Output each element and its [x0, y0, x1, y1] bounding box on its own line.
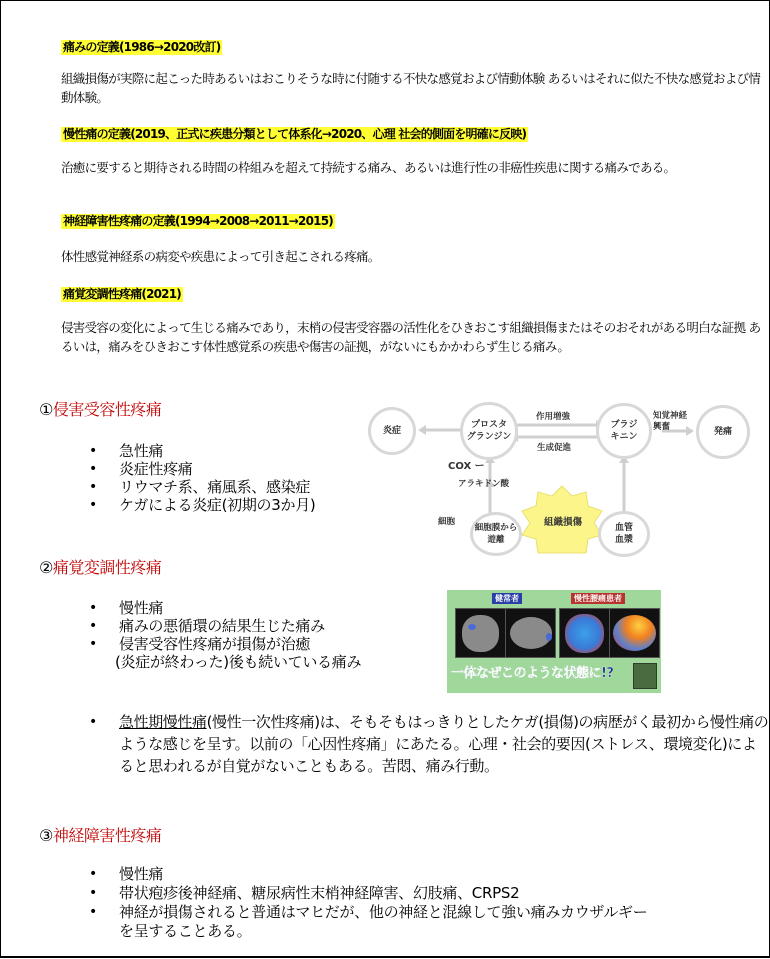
term-acute-chronic-pain: 急性期慢性痛: [119, 713, 207, 731]
definition-body-pain: 組織損傷が実際に起こった時あるいはおこりそうな時に付随する不快な感覚および情動体験 あるいはそれに似た不快な感覚および情動体験。: [61, 71, 761, 105]
node-bradykinin: ブラジ キニン: [596, 403, 652, 459]
tag-chronic-lbp: 慢性腰痛患者: [571, 593, 625, 604]
pain-mechanism-diagram: [366, 399, 761, 554]
node-vessel: 血管 血漿: [598, 511, 650, 557]
list-item: • 神経が損傷されると普通はマヒだが、他の神経と混線して強い痛みカウザルギー: [89, 903, 647, 922]
section-title-neuropathic: [39, 823, 161, 846]
definition-heading-chronic-pain: 慢性痛の定義(2019、正式に疾患分類として体系化→2020、心理 社会的側面を明確に反映): [63, 127, 527, 141]
list-item: • 炎症性疼痛: [89, 460, 315, 478]
brain-image-caption: 一体なぜこのような状態に!?: [451, 666, 614, 681]
nociplastic-list: [89, 599, 361, 671]
node-cell-release: 細胞膜から遊離: [470, 512, 522, 556]
definition-body-neuropathic-pain: 体性感覚神経系の病変や疾患によって引き起こされる疼痛。: [61, 249, 380, 264]
label-arachidonic-acid: アラキドン酸: [458, 479, 510, 489]
neuropathic-list: [89, 865, 647, 941]
tag-healthy: 健常者: [492, 593, 522, 604]
node-tissue-damage: 組織損傷: [544, 517, 583, 528]
definition-body-nociplastic-pain: 侵害受容の変化によって生じる痛みであり，末梢の侵害受容器の活性化をひきおこす組織損傷またはそのおそれがある明白な証拠 あるいは，痛みをひきおこす体性感覚系の疾患や傷害の証拠，がないにもかかわらず生じる痛み。: [61, 320, 761, 354]
label-promote: 生成促進: [537, 443, 572, 453]
arrowhead: [686, 426, 694, 436]
list-item: • 慢性痛: [89, 865, 647, 884]
node-pain: 発痛: [696, 405, 750, 459]
list-item-continuation: を呈することある。: [119, 922, 252, 940]
section-label: 神経障害性疼痛: [52, 826, 162, 845]
definition-heading-neuropathic-pain: 神経障害性疼痛の定義(1994→2008→2011→2015): [63, 214, 333, 228]
section-label: 侵害受容性疼痛: [52, 400, 162, 419]
definition-body-chronic-pain: 治癒に要すると期待される時間の枠組みを超えて持続する痛み、あるいは進行性の非癌性疾患に関する痛みである。: [61, 160, 676, 175]
label-enhance: 作用増強: [536, 412, 571, 422]
node-inflammation: 炎症: [368, 407, 416, 455]
list-item: • 痛みの悪循環の結果生じた痛み: [89, 617, 361, 635]
brain-panel-healthy-front: [455, 608, 506, 658]
brain-panel-patient-side: [609, 608, 660, 658]
node-prostaglandin: プロスタ グランジン: [460, 402, 518, 460]
definition-heading-nociplastic-pain: 痛覚変調性疼痛(2021): [63, 287, 181, 301]
page-bottom-border: [0, 956, 770, 958]
brain-scan-image: [447, 590, 661, 693]
label-cell: 細胞: [438, 517, 456, 527]
list-item: • リウマチ系、痛風系、感染症: [89, 478, 315, 496]
list-item: • ケガによる炎症(初期の3か月): [89, 496, 315, 514]
arrowhead: [418, 425, 426, 435]
section-label: 痛覚変調性疼痛: [52, 558, 162, 577]
presenter-thumbnail: [633, 663, 657, 689]
definition-heading-pain: 痛みの定義(1986→2020改訂): [63, 40, 221, 54]
section-number: ①: [39, 400, 53, 419]
brain-panel-patient-front: [559, 608, 610, 658]
list-item: • 侵害受容性疼痛が損傷が治癒: [89, 635, 361, 653]
section-title-nociceptive: [39, 397, 161, 420]
brain-panel-healthy-side: [505, 608, 556, 658]
list-item: • 慢性痛: [89, 599, 361, 617]
label-cox: COX ー: [448, 461, 485, 472]
list-item-continuation: (炎症が終わった)後も続いている痛み: [115, 653, 362, 671]
nociceptive-list: [89, 442, 315, 514]
section-title-nociplastic: [39, 555, 161, 578]
section-number: ②: [39, 558, 53, 577]
section-number: ③: [39, 826, 53, 845]
label-sensory-excitation: 知覚神経 興奮: [653, 411, 688, 432]
list-item: • 帯状疱疹後神経痛、糖尿病性末梢神経障害、幻肢痛、CRPS2: [89, 884, 647, 903]
bullet: •: [89, 714, 97, 730]
note-text: (慢性一次性疼痛)は、そもそもはっきりとしたケガ(損傷)の病歴がく最初から慢性痛のような感じを呈す。以前の「心因性疼痛」にあたる。心理・社会的要因(ストレス、環境変化)によると思われるが自覚がないこともある。苦悶、痛み行動。: [119, 713, 769, 775]
list-item: • 急性痛: [89, 442, 315, 460]
primary-chronic-pain-note: [89, 711, 769, 777]
